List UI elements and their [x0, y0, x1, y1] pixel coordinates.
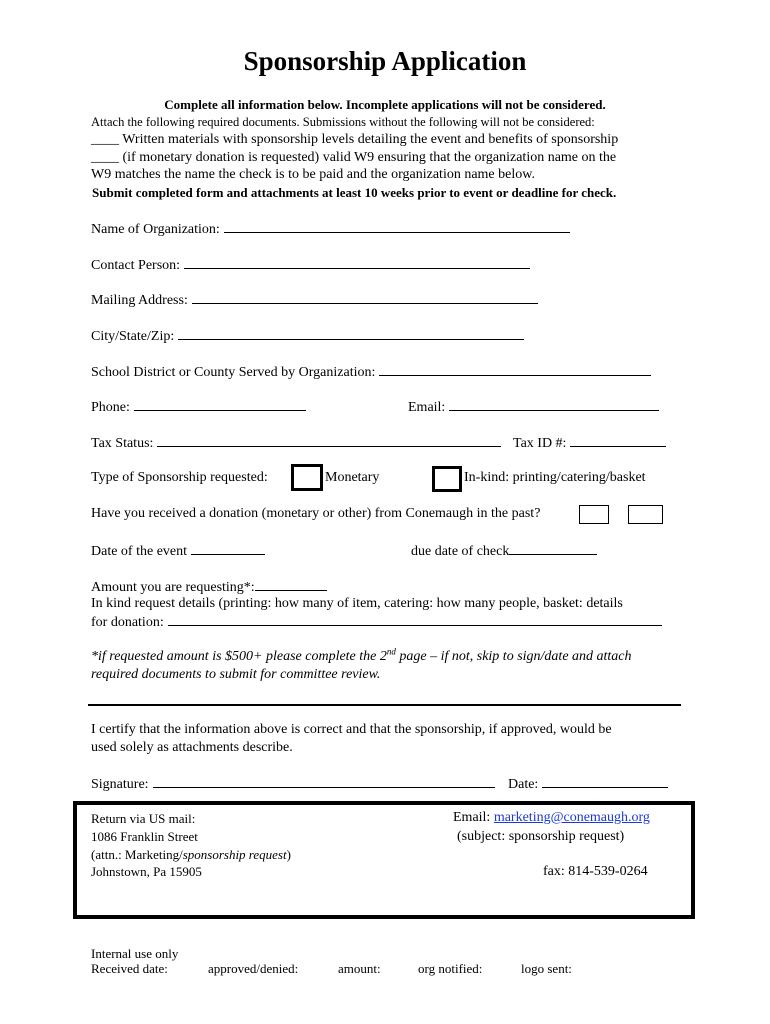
amount-field[interactable] — [255, 578, 327, 591]
prior-donation-yes-box[interactable] — [579, 505, 609, 524]
mailing-label: Mailing Address: — [91, 293, 188, 308]
district-label: School District or County Served by Organization: — [91, 365, 376, 380]
org-name-row — [91, 220, 570, 238]
inkind-checkbox[interactable] — [432, 466, 462, 492]
return-attn-text: (attn.: Marketing/ — [91, 847, 183, 862]
due-date-row — [411, 542, 597, 560]
city-field[interactable] — [178, 327, 524, 340]
contact-label: Contact Person: — [91, 258, 181, 273]
requirement-w9-cont: W9 matches the name the check is to be paid and the organization name below. — [91, 167, 535, 182]
return-attn — [91, 847, 291, 863]
return-attn-italic: sponsorship request — [182, 847, 287, 862]
contact-field[interactable] — [184, 256, 530, 269]
requirement-w9: ____ (if monetary donation is requested) valid W9 ensuring that the organization name on the — [91, 150, 617, 165]
event-date-label: Date of the event — [91, 544, 188, 559]
signature-field[interactable] — [153, 775, 495, 788]
prior-donation-no-box[interactable] — [628, 505, 663, 524]
signature-label: Signature: — [91, 777, 149, 792]
intro-attach: Attach the following required documents. Submissions without the following will not be considered: — [91, 115, 595, 129]
requirement-written-materials: ____ Written materials with sponsorship levels detailing the event and benefits of sponsorship — [91, 132, 619, 147]
mailing-field[interactable] — [192, 291, 538, 304]
return-email-subject: (subject: sponsorship request) — [457, 829, 625, 844]
internal-received-date: Received date: — [91, 961, 168, 976]
internal-amount: amount: — [338, 961, 381, 976]
certify-line1: I certify that the information above is correct and that the sponsorship, if approved, would be — [91, 722, 612, 737]
prior-donation-question: Have you received a donation (monetary or other) from Conemaugh in the past? — [91, 506, 541, 521]
page-title: Sponsorship Application — [243, 46, 527, 76]
return-fax: fax: 814-539-0264 — [543, 864, 648, 879]
deadline-note: Submit completed form and attachments at least 10 weeks prior to event or deadline for check. — [92, 185, 617, 200]
monetary-label: Monetary — [325, 470, 380, 485]
signature-row — [91, 775, 495, 793]
return-mail-label: Return via US mail: — [91, 811, 196, 826]
return-email-label: Email: — [453, 810, 491, 825]
phone-row — [91, 398, 306, 416]
internal-approved-denied: approved/denied: — [208, 961, 299, 976]
email-field[interactable] — [449, 398, 659, 411]
internal-use-heading: Internal use only — [91, 946, 179, 961]
certify-line2: used solely as attachments describe. — [91, 740, 293, 755]
date-row — [508, 775, 668, 793]
city-label: City/State/Zip: — [91, 329, 175, 344]
org-name-label: Name of Organization: — [91, 222, 220, 237]
tax-id-label: Tax ID #: — [513, 436, 567, 451]
contact-row — [91, 256, 530, 274]
phone-field[interactable] — [134, 398, 306, 411]
return-city: Johnstown, Pa 15905 — [91, 864, 202, 879]
amount-note-text-cont: page – if not, skip to sign/date and attach — [395, 649, 632, 664]
event-date-row — [91, 542, 265, 560]
date-label: Date: — [508, 777, 539, 792]
event-date-field[interactable] — [191, 542, 265, 555]
for-donation-field[interactable] — [168, 613, 662, 626]
return-email-row — [453, 810, 650, 826]
sponsorship-type-label: Type of Sponsorship requested: — [91, 470, 268, 485]
email-label: Email: — [408, 400, 446, 415]
inkind-details-label: In kind request details (printing: how many of item, catering: how many people, basket: details — [91, 596, 623, 611]
mailing-row — [91, 291, 538, 309]
tax-status-field[interactable] — [157, 434, 501, 447]
amount-note-line1 — [91, 646, 632, 665]
tax-status-row — [91, 434, 501, 452]
for-donation-row — [91, 613, 662, 631]
intro-instructions: Complete all information below. Incomplete applications will not be considered. — [164, 97, 606, 112]
return-street: 1086 Franklin Street — [91, 829, 198, 844]
amount-note-text: *if requested amount is $500+ please complete the 2 — [91, 649, 387, 664]
return-attn-close: ) — [286, 847, 291, 862]
due-date-field[interactable] — [509, 542, 597, 555]
tax-status-label: Tax Status: — [91, 436, 154, 451]
monetary-checkbox[interactable] — [291, 464, 323, 491]
city-row — [91, 327, 524, 345]
section-divider — [88, 704, 681, 706]
tax-id-row — [513, 434, 666, 452]
internal-logo-sent: logo sent: — [521, 961, 572, 976]
for-donation-label: for donation: — [91, 615, 164, 630]
amount-row — [91, 578, 327, 596]
internal-org-notified: org notified: — [418, 961, 483, 976]
amount-label: Amount you are requesting*: — [91, 580, 255, 595]
email-row — [408, 398, 659, 416]
inkind-label: In-kind: printing/catering/basket — [464, 470, 646, 485]
date-field[interactable] — [542, 775, 668, 788]
tax-id-field[interactable] — [570, 434, 666, 447]
phone-label: Phone: — [91, 400, 130, 415]
amount-note-line2: required documents to submit for committee review. — [91, 667, 381, 682]
org-name-field[interactable] — [224, 220, 570, 233]
marketing-email-link[interactable]: marketing@conemaugh.org — [493, 810, 650, 825]
district-row — [91, 363, 651, 381]
amount-note-superscript: nd — [386, 646, 396, 657]
district-field[interactable] — [379, 363, 651, 376]
due-date-label: due date of check — [411, 544, 510, 559]
